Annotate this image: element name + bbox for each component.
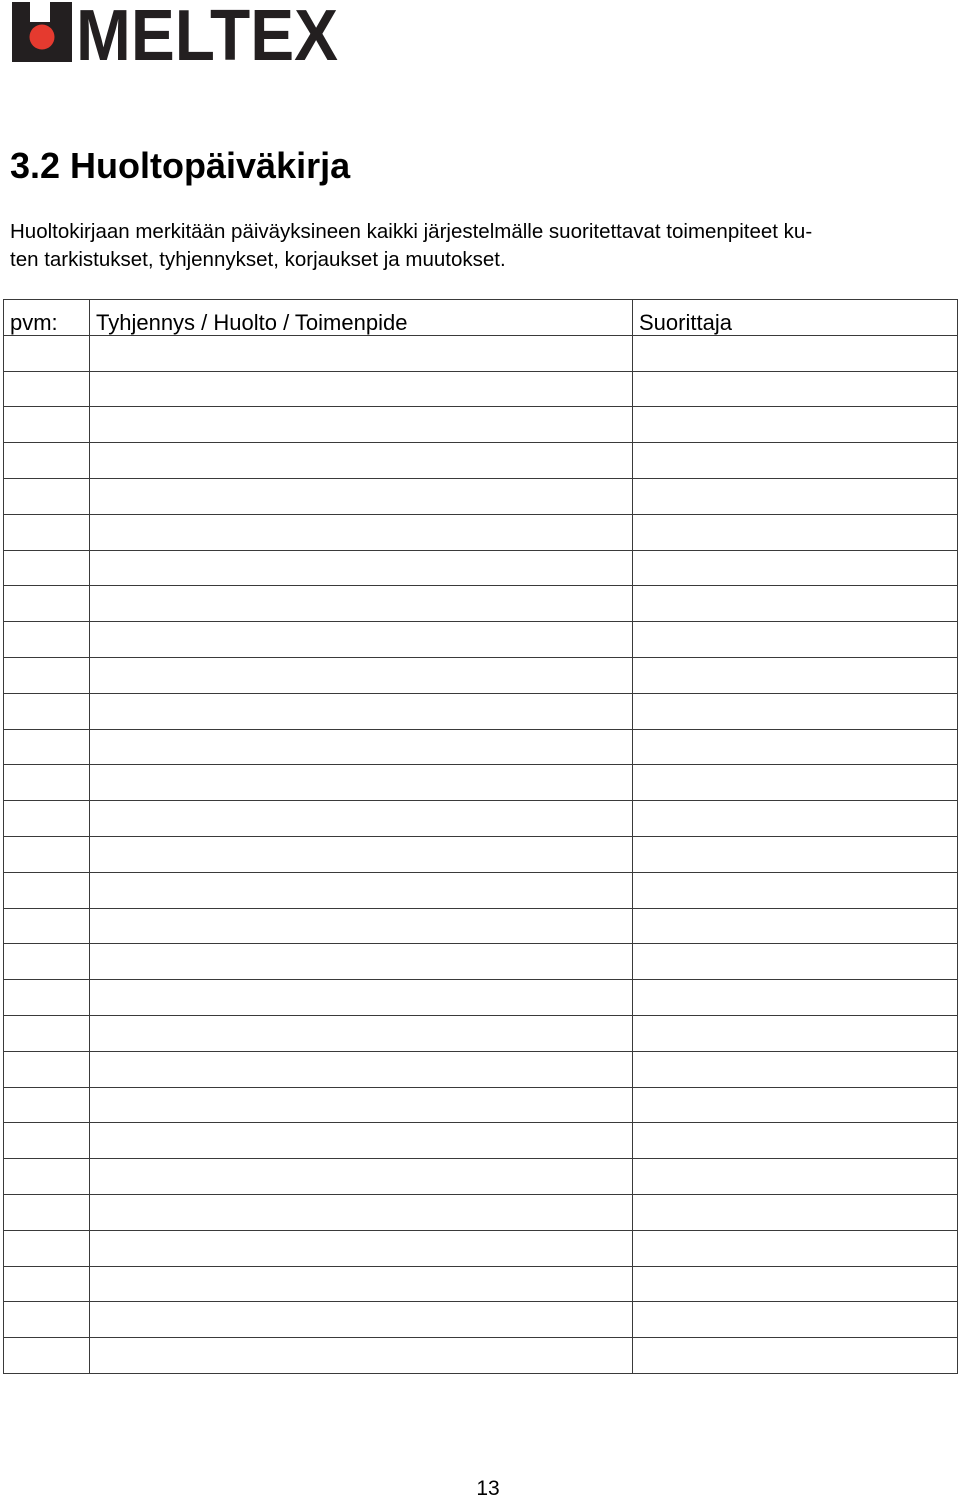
- table-row: [4, 1266, 958, 1302]
- action-cell: [90, 550, 633, 586]
- action-cell: [90, 1159, 633, 1195]
- performer-cell: [633, 1338, 958, 1374]
- performer-cell: [633, 1302, 958, 1338]
- date-cell: [4, 1338, 90, 1374]
- table-row: [4, 1123, 958, 1159]
- performer-cell: [633, 1015, 958, 1051]
- table-row: [4, 1015, 958, 1051]
- action-cell: [90, 1123, 633, 1159]
- table-row: [4, 1302, 958, 1338]
- performer-cell: [633, 657, 958, 693]
- table-row: [4, 443, 958, 479]
- table-row: [4, 1051, 958, 1087]
- intro-line: ten tarkistukset, tyhjennykset, korjaukset ja muutokset.: [10, 248, 506, 271]
- performer-cell: [633, 514, 958, 550]
- performer-cell: [633, 1266, 958, 1302]
- performer-cell: [633, 1123, 958, 1159]
- date-cell: [4, 514, 90, 550]
- action-cell: [90, 801, 633, 837]
- action-cell: [90, 443, 633, 479]
- table-row: [4, 765, 958, 801]
- date-cell: [4, 550, 90, 586]
- performer-cell: [633, 1159, 958, 1195]
- action-cell: [90, 693, 633, 729]
- performer-cell: [633, 944, 958, 980]
- table-row: [4, 980, 958, 1016]
- table-row: [4, 872, 958, 908]
- table-row: [4, 371, 958, 407]
- performer-cell: [633, 407, 958, 443]
- section-title: 3.2 Huoltopäiväkirja: [10, 145, 351, 186]
- logo-red-dot: [30, 25, 55, 50]
- table-row: [4, 908, 958, 944]
- action-cell: [90, 1051, 633, 1087]
- column-header-date: pvm:: [4, 300, 90, 336]
- date-cell: [4, 1015, 90, 1051]
- action-cell: [90, 729, 633, 765]
- action-cell: [90, 371, 633, 407]
- date-cell: [4, 1194, 90, 1230]
- date-cell: [4, 765, 90, 801]
- date-cell: [4, 1302, 90, 1338]
- table-row: [4, 586, 958, 622]
- performer-cell: [633, 371, 958, 407]
- table-row: [4, 478, 958, 514]
- action-cell: [90, 980, 633, 1016]
- logo-wordmark: MELTEX: [76, 2, 338, 64]
- table-row: [4, 622, 958, 658]
- action-cell: [90, 1338, 633, 1374]
- date-cell: [4, 1230, 90, 1266]
- action-cell: [90, 1302, 633, 1338]
- date-cell: [4, 1123, 90, 1159]
- date-cell: [4, 335, 90, 371]
- table-row: [4, 693, 958, 729]
- date-cell: [4, 980, 90, 1016]
- action-cell: [90, 1230, 633, 1266]
- action-cell: [90, 872, 633, 908]
- action-cell: [90, 335, 633, 371]
- date-cell: [4, 371, 90, 407]
- performer-cell: [633, 1051, 958, 1087]
- performer-cell: [633, 550, 958, 586]
- action-cell: [90, 514, 633, 550]
- action-cell: [90, 836, 633, 872]
- date-cell: [4, 586, 90, 622]
- performer-cell: [633, 872, 958, 908]
- date-cell: [4, 1087, 90, 1123]
- action-cell: [90, 586, 633, 622]
- column-header-performer: Suorittaja: [633, 300, 958, 336]
- action-cell: [90, 908, 633, 944]
- table-row: [4, 1338, 958, 1374]
- service-log-table: [3, 299, 958, 1374]
- date-cell: [4, 443, 90, 479]
- meltex-logo: [12, 2, 342, 64]
- date-cell: [4, 407, 90, 443]
- date-cell: [4, 622, 90, 658]
- action-cell: [90, 765, 633, 801]
- performer-cell: [633, 335, 958, 371]
- date-cell: [4, 1266, 90, 1302]
- performer-cell: [633, 478, 958, 514]
- performer-cell: [633, 622, 958, 658]
- table-row: [4, 514, 958, 550]
- table-header-row: [4, 300, 958, 336]
- table-row: [4, 944, 958, 980]
- performer-cell: [633, 729, 958, 765]
- date-cell: [4, 944, 90, 980]
- action-cell: [90, 657, 633, 693]
- table-row: [4, 550, 958, 586]
- performer-cell: [633, 836, 958, 872]
- date-cell: [4, 1051, 90, 1087]
- table-row: [4, 407, 958, 443]
- performer-cell: [633, 586, 958, 622]
- intro-paragraph: [10, 218, 950, 274]
- performer-cell: [633, 908, 958, 944]
- performer-cell: [633, 801, 958, 837]
- date-cell: [4, 1159, 90, 1195]
- logo-graphic: [12, 2, 342, 64]
- table-row: [4, 729, 958, 765]
- action-cell: [90, 622, 633, 658]
- performer-cell: [633, 443, 958, 479]
- table-row: [4, 1159, 958, 1195]
- table-row: [4, 836, 958, 872]
- date-cell: [4, 872, 90, 908]
- performer-cell: [633, 765, 958, 801]
- action-cell: [90, 478, 633, 514]
- date-cell: [4, 836, 90, 872]
- table-row: [4, 335, 958, 371]
- table-row: [4, 1087, 958, 1123]
- page-number: 13: [476, 1477, 500, 1500]
- date-cell: [4, 729, 90, 765]
- action-cell: [90, 1194, 633, 1230]
- date-cell: [4, 908, 90, 944]
- performer-cell: [633, 1087, 958, 1123]
- table-row: [4, 1194, 958, 1230]
- action-cell: [90, 1087, 633, 1123]
- performer-cell: [633, 1230, 958, 1266]
- table-row: [4, 657, 958, 693]
- table-row: [4, 801, 958, 837]
- date-cell: [4, 693, 90, 729]
- service-log-rows: [4, 335, 958, 1373]
- action-cell: [90, 944, 633, 980]
- date-cell: [4, 478, 90, 514]
- date-cell: [4, 657, 90, 693]
- action-cell: [90, 407, 633, 443]
- column-header-action: Tyhjennys / Huolto / Toimenpide: [90, 300, 633, 336]
- date-cell: [4, 801, 90, 837]
- table-row: [4, 1230, 958, 1266]
- intro-line: Huoltokirjaan merkitään päiväyksineen kaikki järjestelmälle suoritettavat toimenpiteet ku-: [10, 220, 813, 243]
- performer-cell: [633, 980, 958, 1016]
- performer-cell: [633, 693, 958, 729]
- action-cell: [90, 1266, 633, 1302]
- action-cell: [90, 1015, 633, 1051]
- performer-cell: [633, 1194, 958, 1230]
